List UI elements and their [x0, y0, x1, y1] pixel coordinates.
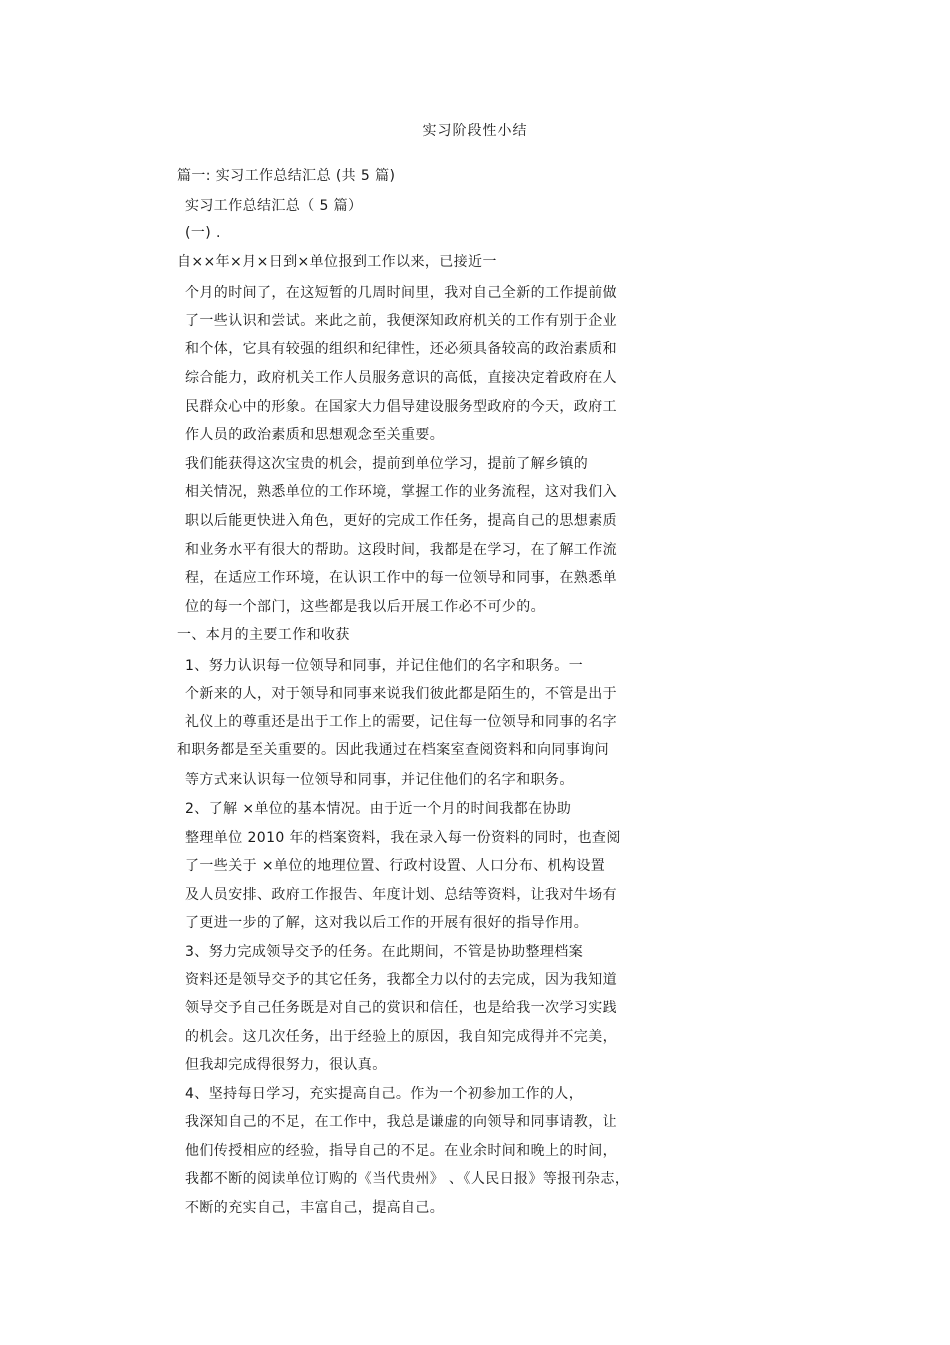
text-line: 我都不断的阅读单位订购的《当代贵州》 、《人民日报》等报刊杂志，: [185, 1171, 630, 1187]
text-line: 个月的时间了，在这短暂的几周时间里，我对自己全新的工作提前做: [185, 285, 617, 301]
text-line: 领导交予自己任务既是对自己的赏识和信任，也是给我一次学习实践: [185, 1000, 617, 1016]
text-line: 3、努力完成领导交予的任务。在此期间，不管是协助整理档案: [185, 944, 584, 960]
text-line: 了更进一步的了解，这对我以后工作的开展有很好的指导作用。: [185, 915, 589, 931]
text-line: 职以后能更快进入角色，更好的完成工作任务，提高自己的思想素质: [185, 513, 617, 529]
text-line: 了一些认识和尝试。来此之前，我便深知政府机关的工作有别于企业: [185, 313, 617, 329]
text-line: 和业务水平有很大的帮助。这段时间，我都是在学习，在了解工作流: [185, 542, 617, 558]
text-line: 不断的充实自己，丰富自己，提高自己。: [185, 1200, 445, 1216]
text-line: 4、坚持每日学习，充实提高自己。作为一个初参加工作的人，: [185, 1086, 584, 1102]
text-line: 篇一: 实习工作总结汇总 (共 5 篇): [177, 168, 396, 184]
text-line: 整理单位 2010 年的档案资料，我在录入每一份资料的同时，也查阅: [185, 830, 621, 846]
text-line: 作人员的政治素质和思想观念至关重要。: [185, 427, 445, 443]
text-line: 和个体，它具有较强的组织和纪律性，还必须具备较高的政治素质和: [185, 341, 617, 357]
text-line: 的机会。这几次任务，出于经验上的原因，我自知完成得并不完美，: [185, 1029, 617, 1045]
text-line: 礼仪上的尊重还是出于工作上的需要，记住每一位领导和同事的名字: [185, 714, 617, 730]
text-line: 但我却完成得很努力，很认真。: [185, 1057, 387, 1073]
text-line: 实习工作总结汇总（ 5 篇）: [185, 198, 363, 214]
text-line: 民群众心中的形象。在国家大力倡导建设服务型政府的今天，政府工: [185, 399, 617, 415]
text-line: 等方式来认识每一位领导和同事，并记住他们的名字和职务。: [185, 772, 574, 788]
text-line: 自××年×月×日到×单位报到工作以来，已接近一: [177, 254, 497, 270]
section-heading: 一、本月的主要工作和收获: [177, 627, 350, 643]
text-line: 和职务都是至关重要的。因此我通过在档案室查阅资料和向同事询问: [177, 742, 609, 758]
text-line: 我深知自己的不足，在工作中，我总是谦虚的向领导和同事请教，让: [185, 1114, 617, 1130]
text-line: 他们传授相应的经验，指导自己的不足。在业余时间和晚上的时间，: [185, 1143, 617, 1159]
document-title: 实习阶段性小结: [422, 123, 528, 139]
text-line: 1、努力认识每一位领导和同事，并记住他们的名字和职务。一: [185, 658, 584, 674]
text-line: 了一些关于 ×单位的地理位置、行政村设置、人口分布、机构设置: [185, 858, 606, 874]
text-line: 资料还是领导交予的其它任务，我都全力以付的去完成，因为我知道: [185, 972, 617, 988]
text-line: 及人员安排、政府工作报告、年度计划、总结等资料，让我对牛场有: [185, 887, 617, 903]
text-line: 2、了解 ×单位的基本情况。由于近一个月的时间我都在协助: [185, 801, 572, 817]
text-line: (一) .: [185, 225, 221, 241]
text-line: 程，在适应工作环境，在认识工作中的每一位领导和同事，在熟悉单: [185, 570, 617, 586]
text-line: 我们能获得这次宝贵的机会，提前到单位学习，提前了解乡镇的: [185, 456, 589, 472]
text-line: 个新来的人，对于领导和同事来说我们彼此都是陌生的，不管是出于: [185, 686, 617, 702]
text-line: 相关情况，熟悉单位的工作环境，掌握工作的业务流程，这对我们入: [185, 484, 617, 500]
text-line: 位的每一个部门，这些都是我以后开展工作必不可少的。: [185, 599, 545, 615]
text-line: 综合能力，政府机关工作人员服务意识的高低，直接决定着政府在人: [185, 370, 617, 386]
